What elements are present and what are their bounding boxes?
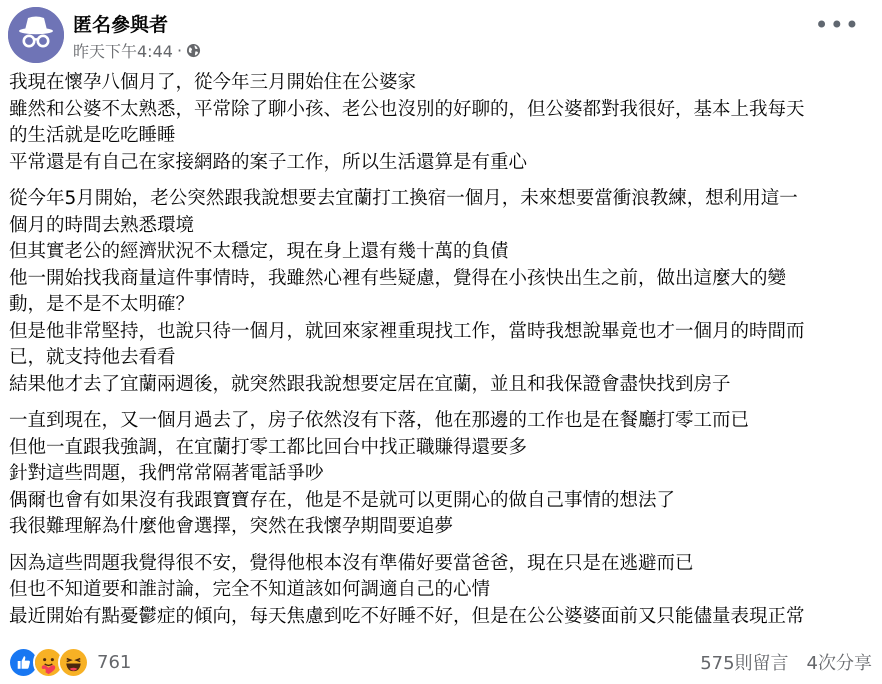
post-header [8,7,874,63]
more-options-icon[interactable]: ••• [814,11,860,39]
post-meta [73,39,201,62]
text-line: 已，就支持他去看看 [9,347,176,368]
text-line: 他一開始找我商量這件事情時，我雖然心裡有些疑慮，覺得在小孩快出生之前，做出這麼大的變 [9,267,787,289]
text-line: 平常還是有自己在家接網路的案子工作，所以生活還算是有重心 [9,151,528,173]
text-line: 但也不知道要和誰討論，完全不知道該如何調適自己的心情 [9,579,491,600]
meta-separator: · [176,41,183,60]
haha-icon [58,647,89,678]
text-line: 最近開始有點憂鬱症的傾向，每天焦慮到吃不好睡不好，但是在公公婆婆面前又只能儘量表現正常 [9,605,805,627]
text-line: 但其實老公的經濟狀況不太穩定，現在身上還有幾十萬的負債 [9,241,509,262]
text-line: 針對這些問題，我們常常隔著電話爭吵 [9,463,324,484]
paragraph [9,551,864,631]
post-timestamp[interactable]: 昨天下午4:44 [73,42,173,61]
text-line: 一直到現在，又一個月過去了，房子依然沒有下落，他在那邊的工作也是在餐廳打零工而已 [9,410,750,431]
paragraph [9,408,864,541]
text-line: 我很難理解為什麼他會選擇，突然在我懷孕期間要追夢 [9,516,454,537]
text-line: 結果他才去了宜蘭兩週後，就突然跟我說想要定居在宜蘭，並且和我保證會盡快找到房子 [9,373,731,395]
text-line: 雖然和公婆不太熟悉，平常除了聊小孩、老公也沒別的好聊的，但公婆都對我很好，基本上我每天 [9,98,805,120]
post-author[interactable]: 匿名參與者 [73,14,169,36]
shares-count-link[interactable]: 4次分享 [806,653,872,674]
anonymous-avatar-icon[interactable] [8,7,64,63]
text-line: 偶爾也會有如果沒有我跟寶寶存在，他是不是就可以更開心的做自己事情的想法了 [9,489,676,511]
text-line: 動，是不是不太明確？ [9,294,195,315]
text-line: 個月的時間去熟悉環境 [9,214,195,236]
globe-icon[interactable] [186,43,201,58]
text-line: 但他一直跟我強調，在宜蘭打零工都比回台中找正職賺得還要多 [9,436,528,458]
text-line: 我現在懷孕八個月了，從今年三月開始住在公婆家 [9,72,417,93]
comments-count-link[interactable]: 575則留言 [700,653,789,674]
reaction-count: 761 [97,651,132,673]
post-body [9,70,864,630]
text-line: 的生活就是吃吃睡睡 [9,125,176,146]
text-line: 但是他非常堅持，也說只待一個月，就回來家裡重現找工作，當時我想說畢竟也才一個月的時間而 [9,320,805,342]
paragraph [9,186,864,398]
paragraph [9,70,864,176]
post-footer [8,646,872,678]
engagement-stats [700,649,872,675]
text-line: 從今年5月開始，老公突然跟我說想要去宜蘭打工換宿一個月，未來想要當衝浪教練，想利用這一 [9,188,798,209]
reactions-summary[interactable] [8,647,131,678]
text-line: 因為這些問題我覺得很不安，覺得他根本沒有準備好要當爸爸，現在只是在逃避而已 [9,552,694,574]
